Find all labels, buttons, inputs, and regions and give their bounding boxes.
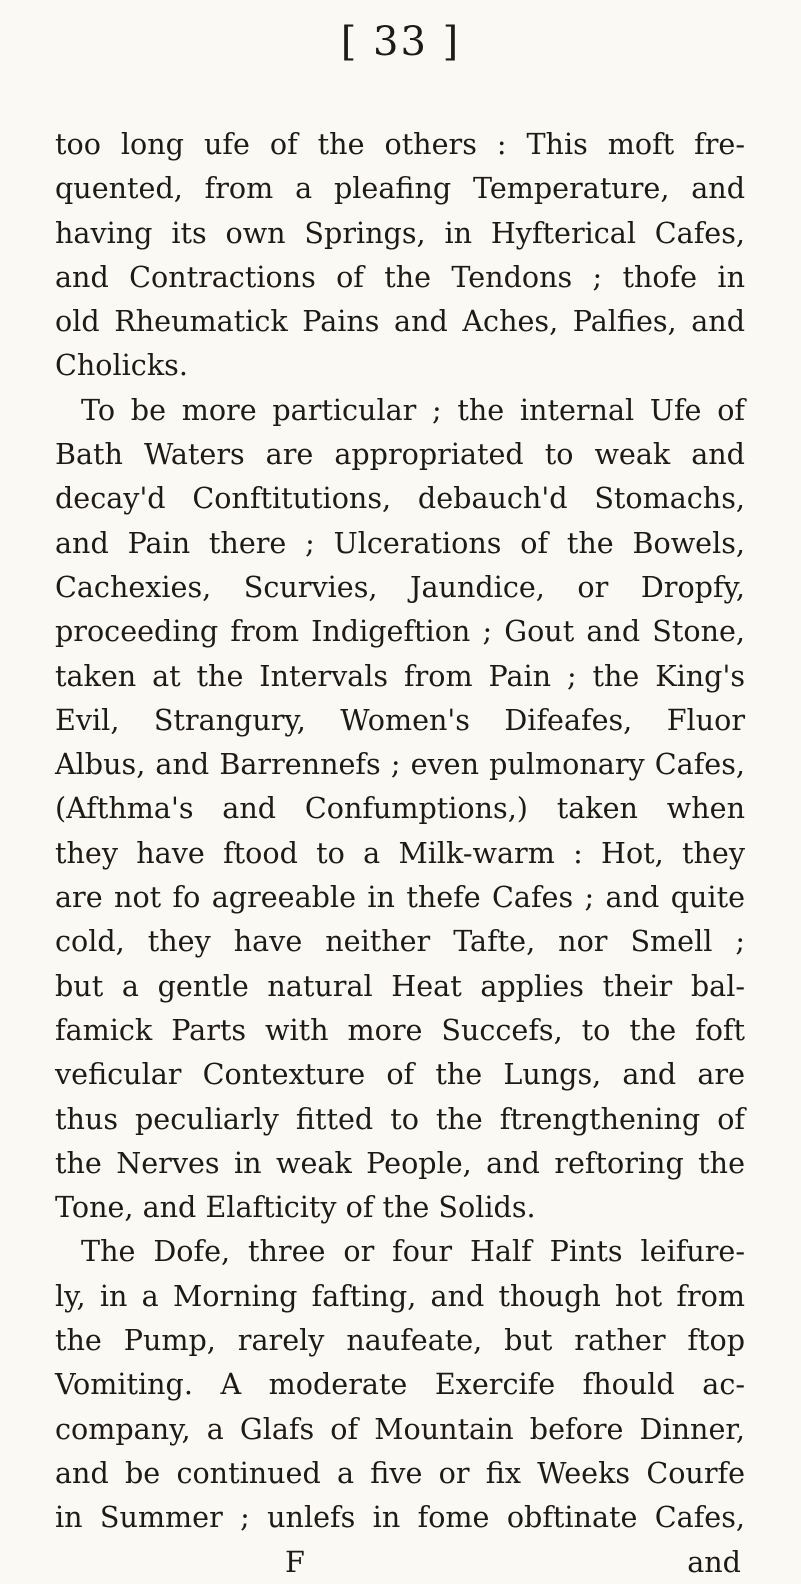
text-line: they have ftood to a Milk-warm : Hot, they	[55, 835, 745, 870]
text-line: and be continued a five or fix Weeks Courfe	[55, 1455, 745, 1490]
text-line: taken at the Intervals from Pain ; the King's	[55, 658, 745, 693]
text-line: Albus, and Barrennefs ; even pulmonary Cafes,	[55, 747, 745, 782]
text-line: The Dofe, three or four Half Pints leifure-	[81, 1234, 745, 1269]
text-line: thus peculiarly fitted to the ftrengthening of	[55, 1101, 745, 1136]
text-line: old Rheumatick Pains and Aches, Palfies, and	[55, 304, 745, 339]
text-line: decay'd Conftitutions, debauch'd Stomachs,	[55, 481, 745, 516]
text-line: Bath Waters are appropriated to weak and	[55, 437, 745, 472]
text-line: the Pump, rarely naufeate, but rather ftop	[55, 1323, 745, 1358]
text-line: (Afthma's and Confumptions,) taken when	[55, 791, 745, 826]
text-line: the Nerves in weak People, and reftoring the	[55, 1145, 745, 1180]
text-line: Tone, and Elafticity of the Solids.	[55, 1190, 536, 1225]
text-line: ly, in a Morning fafting, and though hot from	[55, 1278, 745, 1313]
text-line: Cachexies, Scurvies, Jaundice, or Dropfy,	[55, 569, 745, 604]
text-line: too long ufe of the others : This moft fre-	[55, 127, 745, 161]
catchword: and	[687, 1544, 741, 1579]
text-line: and Pain there ; Ulcerations of the Bowels,	[55, 525, 745, 560]
text-line: Evil, Strangury, Women's Difeafes, Fluor	[55, 702, 745, 737]
text-line: Vomiting. A moderate Exercife fhould ac-	[55, 1367, 745, 1402]
text-line: cold, they have neither Tafte, nor Smell ;	[55, 924, 745, 959]
text-line: famick Parts with more Succefs, to the foft	[55, 1012, 745, 1047]
text-line: company, a Glafs of Mountain before Dinner,	[55, 1411, 745, 1446]
text-line: but a gentle natural Heat applies their bal-	[55, 968, 745, 1003]
text-line: veficular Contexture of the Lungs, and are	[55, 1057, 745, 1092]
text-line: quented, from a pleafing Temperature, and	[55, 171, 745, 206]
text-line: Cholicks.	[55, 348, 188, 383]
body-text	[55, 122, 745, 1584]
page-footer	[55, 1540, 745, 1584]
page-number: [ 33 ]	[340, 19, 461, 65]
signature-mark: F	[285, 1544, 305, 1579]
text-line: proceeding from Indigeftion ; Gout and Stone,	[55, 614, 745, 649]
text-line: in Summer ; unlefs in fome obftinate Cafes,	[55, 1500, 745, 1535]
text-line: having its own Springs, in Hyfterical Cafes,	[55, 215, 745, 250]
text-line: and Contractions of the Tendons ; thofe in	[55, 259, 745, 294]
text-line: To be more particular ; the internal Ufe of	[81, 392, 745, 427]
text-line: are not fo agreeable in thefe Cafes ; and quite	[55, 880, 745, 915]
